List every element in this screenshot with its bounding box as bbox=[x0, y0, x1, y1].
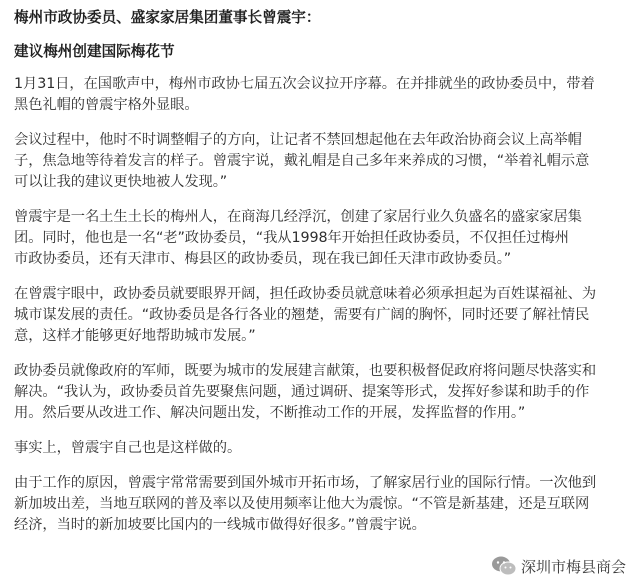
paragraph bbox=[14, 361, 628, 424]
paragraph-line: 新加坡出差，当地互联网的普及率以及使用频率让他大为震惊。“不管是新基建，还是互联网 bbox=[14, 496, 590, 512]
paragraph-line: 用。然后要从改进工作、解决问题出发，不断推动工作的开展，发挥监督的作用。” bbox=[14, 405, 526, 421]
article-body bbox=[14, 74, 628, 536]
paragraph bbox=[14, 284, 628, 347]
paragraph-line: 在曾震宇眼中，政协委员就要眼界开阔，担任政协委员就意味着必须承担起为百姓谋福祉、为 bbox=[14, 286, 597, 302]
paragraph bbox=[14, 207, 628, 270]
paragraph-line: 子，焦急地等待着发言的样子。曾震宇说，戴礼帽是自己多年来养成的习惯，“举着礼帽示意 bbox=[14, 153, 590, 169]
article-headline: 梅州市政协委员、盛家家居集团董事长曾震宇： bbox=[14, 9, 321, 26]
paragraph-line: 黑色礼帽的曾震宇格外显眼。 bbox=[14, 97, 199, 113]
paragraph-line: 由于工作的原因，曾震宇常常需要到国外城市开拓市场，了解家居行业的国际行情。一次他到 bbox=[14, 475, 597, 491]
paragraph bbox=[14, 473, 628, 536]
paragraph-line: 会议过程中，他时不时调整帽子的方向，让记者不禁回想起他在去年政治协商会议上高举帽 bbox=[14, 132, 582, 148]
paragraph-line: 事实上，曾震宇自己也是这样做的。 bbox=[14, 440, 242, 456]
paragraph bbox=[14, 74, 628, 116]
paragraph-line: 1月31日，在国歌声中，梅州市政协七届五次会议拉开序幕。在并排就坐的政协委员中，带着 bbox=[14, 76, 595, 92]
article bbox=[14, 6, 628, 550]
watermark-text: 深圳市梅县商会 bbox=[520, 557, 626, 576]
paragraph-line: 意，这样才能够更好地帮助城市发展。” bbox=[14, 328, 256, 344]
paragraph-line: 市政协委员，还有天津市、梅县区的政协委员，现在我已卸任天津市政协委员。” bbox=[14, 251, 512, 267]
paragraph-line: 经济，当时的新加坡要比国内的一线城市做得好很多。”曾震宇说。 bbox=[14, 517, 426, 533]
paragraph-line: 曾震宇是一名土生土长的梅州人，在商海几经浮沉，创建了家居行业久负盛名的盛家家居集 bbox=[14, 209, 582, 225]
paragraph bbox=[14, 438, 628, 459]
paragraph-line: 团。同时，他也是一名“老”政协委员，“我从1998年开始担任政协委员，不仅担任过梅州 bbox=[14, 230, 569, 246]
paragraph-line: 城市谋发展的责任。“政协委员是各行各业的翘楚，需要有广阔的胸怀，同时还要了解社情民 bbox=[14, 307, 590, 323]
article-subhead: 建议梅州创建国际梅花节 bbox=[14, 43, 175, 60]
paragraph-line: 政协委员就像政府的军师，既要为城市的发展建言献策，也要积极督促政府将问题尽快落实和 bbox=[14, 363, 597, 379]
paragraph-line: 可以让我的建议更快地被人发现。” bbox=[14, 174, 228, 190]
paragraph-line: 解决。“我认为，政协委员首先要聚焦问题，通过调研、提案等形式，发挥好参谋和助手的作 bbox=[14, 384, 590, 400]
wechat-icon bbox=[491, 555, 517, 577]
paragraph bbox=[14, 130, 628, 193]
watermark bbox=[489, 553, 630, 579]
